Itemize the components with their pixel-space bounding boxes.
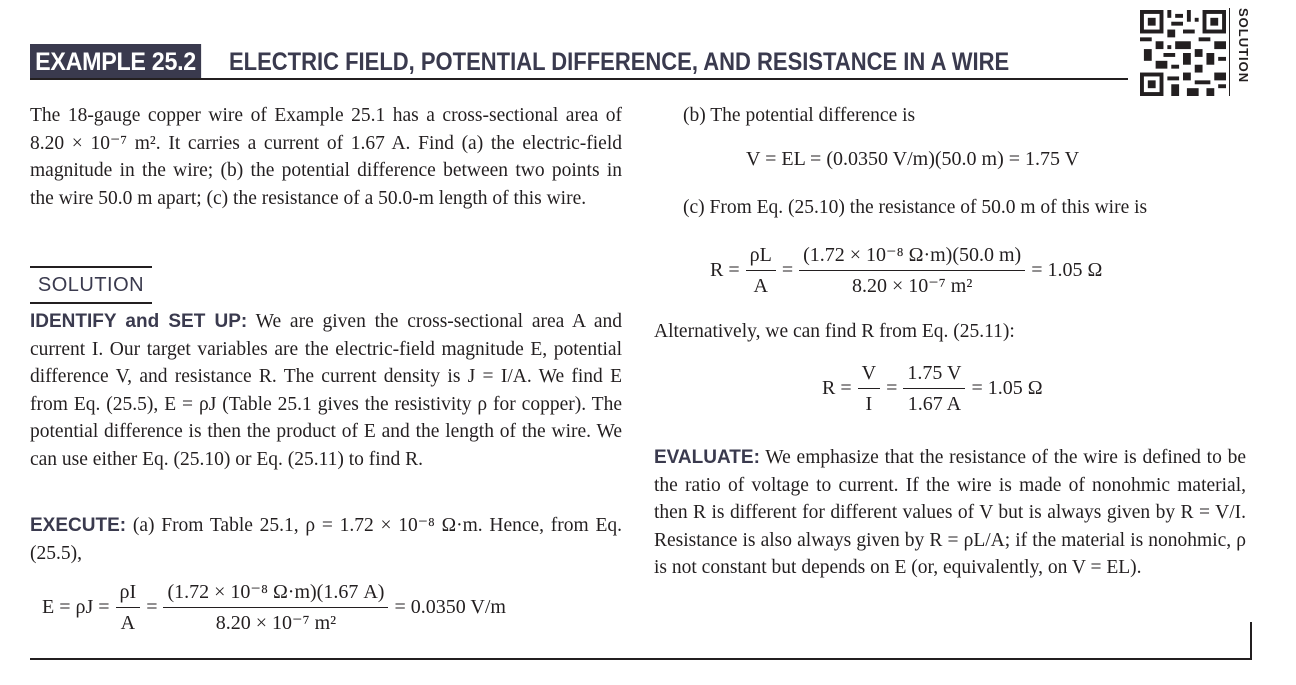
part-c-intro: (c) From Eq. (25.10) the resistance of 50.0 m of this wire is: [683, 197, 1148, 218]
identify-paragraph: [30, 308, 622, 473]
bottom-corner-rule: [1250, 622, 1252, 660]
eq-a-f2-num: (1.72 × 10⁻⁸ Ω·m)(1.67 A): [163, 580, 388, 608]
equation-a: [42, 580, 506, 635]
bottom-rule: [30, 658, 1252, 660]
header-rule: [30, 78, 1128, 80]
evaluate-text: We emphasize that the resistance of the wire is defined to be the ratio of voltage to current. If the wire is made of nonohmic material, then R is different for different values of V but is always given by R = V/I. Resistance is also always given by R = ρL/A; if the material is nonohmic, ρ is not constant but depends on E (or, equivalently, on V = EL).: [654, 447, 1246, 578]
eq-a-result: = 0.0350 V/m: [394, 596, 506, 618]
eq-d-f2-den: 1.67 A: [907, 393, 962, 415]
eq-d-result: = 1.05 Ω: [971, 377, 1043, 399]
eq-d-equals: =: [886, 377, 898, 399]
example-title: ELECTRIC FIELD, POTENTIAL DIFFERENCE, AND RESISTANCE IN A WIRE: [229, 48, 1010, 76]
evaluate-paragraph: [654, 444, 1246, 582]
alternative-intro: Alternatively, we can find R from Eq. (25.11):: [654, 321, 1015, 342]
example-label: EXAMPLE 25.2: [30, 44, 201, 80]
equation-d: [822, 361, 1043, 416]
equation-b: V = EL = (0.0350 V/m)(50.0 m) = 1.75 V: [746, 148, 1080, 170]
eq-a-f2-den: 8.20 × 10⁻⁷ m²: [215, 612, 337, 634]
identify-label: IDENTIFY and SET UP:: [30, 311, 248, 332]
eq-c-f2-den: 8.20 × 10⁻⁷ m²: [851, 275, 973, 297]
qr-code-icon[interactable]: [1139, 10, 1227, 96]
problem-text: The 18-gauge copper wire of Example 25.1 has a cross-sectional area of 8.20 × 10⁻⁷ m². It carries a current of 1.67 A. Find (a) the electric-field magnitude in the wire; (b) the potential difference between two points in the wire 50.0 m apart; (c) the resistance of a 50.0-m length of this wire.: [30, 105, 622, 209]
solution-side-tab[interactable]: SOLUTION: [1236, 8, 1251, 84]
equation-c: [710, 243, 1102, 298]
eq-c-f2-num: (1.72 × 10⁻⁸ Ω·m)(50.0 m): [799, 243, 1025, 271]
execute-label: EXECUTE:: [30, 515, 127, 536]
eq-d-lhs: R =: [822, 377, 852, 399]
solution-heading: SOLUTION: [30, 266, 152, 304]
eq-a-f1-den: A: [120, 612, 136, 634]
eq-c-fraction-2: [799, 243, 1025, 298]
qr-divider: [1229, 8, 1230, 96]
eq-c-fraction-1: [746, 243, 776, 298]
eq-c-lhs: R =: [710, 259, 740, 281]
eq-c-f1-den: A: [753, 275, 768, 297]
eq-a-equals: =: [146, 596, 158, 618]
eq-a-fraction-1: [116, 580, 141, 635]
eq-c-equals: =: [781, 259, 794, 281]
eq-d-f1-num: V: [858, 361, 880, 389]
problem-statement: [30, 102, 622, 212]
eq-d-f2-num: 1.75 V: [903, 361, 965, 389]
identify-text: We are given the cross-sectional area A and current I. Our target variables are the electric-field magnitude E, potential difference V, and resistance R. The current density is J = I/A. We find E from Eq. (25.5), E = ρJ (Table 25.1 gives the resistivity ρ for copper). The potential difference is then the product of E and the length of the wire. We can use either Eq. (25.10) or Eq. (25.11) to find R.: [30, 311, 622, 470]
eq-d-fraction-2: [903, 361, 965, 416]
eq-d-f1-den: I: [865, 393, 873, 415]
eq-c-f1-num: ρL: [746, 243, 776, 271]
eq-c-result: = 1.05 Ω: [1031, 259, 1103, 281]
execute-paragraph: [30, 512, 622, 567]
part-b-intro: (b) The potential difference is: [683, 105, 916, 126]
evaluate-label: EVALUATE:: [654, 447, 760, 468]
eq-a-lhs: E = ρJ =: [42, 596, 110, 618]
eq-a-fraction-2: [163, 580, 388, 635]
eq-a-f1-num: ρI: [116, 580, 141, 608]
eq-d-fraction-1: [858, 361, 880, 416]
execute-text: (a) From Table 25.1, ρ = 1.72 × 10⁻⁸ Ω·m. Hence, from Eq. (25.5),: [30, 515, 622, 564]
